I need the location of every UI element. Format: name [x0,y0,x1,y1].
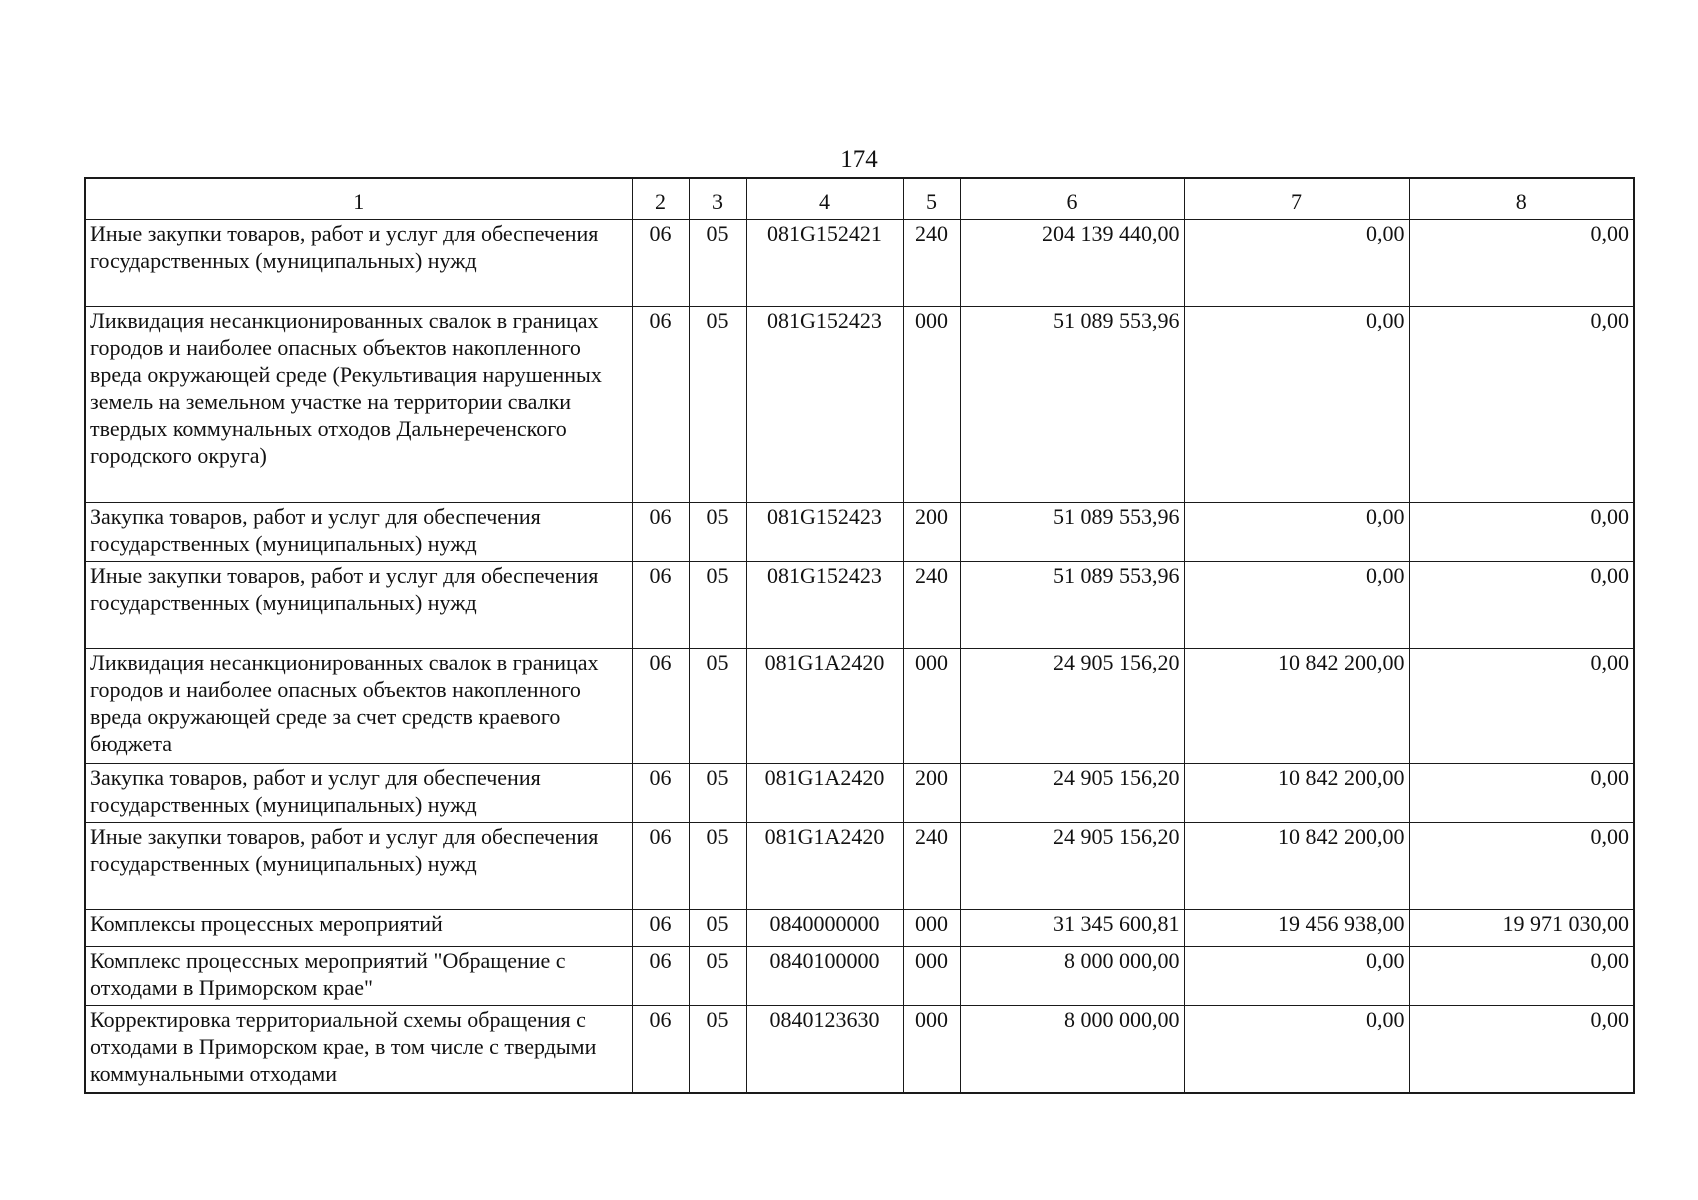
row-name: Комплексы процессных мероприятий [85,910,632,947]
row-amount-col6: 51 089 553,96 [960,503,1184,562]
row-section: 06 [632,649,689,764]
row-subsection: 05 [689,823,746,910]
row-target-code: 081G152423 [746,307,903,503]
row-target-code: 0840123630 [746,1006,903,1093]
row-target-code: 081G1A2420 [746,764,903,823]
table-row [85,1006,1634,1093]
table-row [85,947,1634,1006]
row-amount-col7: 0,00 [1184,562,1409,649]
row-amount-col8: 0,00 [1409,764,1634,823]
column-header: 8 [1409,178,1634,220]
budget-table [84,177,1635,1094]
row-name: Ликвидация несанкционированных свалок в границах городов и наиболее опасных объектов накопленного вреда окружающей среде (Рекультивация нарушенных земель на земельном участке на территории свалки твердых коммунальных отходов Дальнереченского городского округа) [85,307,632,503]
row-name: Закупка товаров, работ и услуг для обеспечения государственных (муниципальных) нужд [85,764,632,823]
row-target-code: 081G1A2420 [746,823,903,910]
table-row [85,823,1634,910]
column-header: 1 [85,178,632,220]
row-name: Иные закупки товаров, работ и услуг для обеспечения государственных (муниципальных) нужд [85,220,632,307]
row-amount-col6: 204 139 440,00 [960,220,1184,307]
row-section: 06 [632,307,689,503]
row-amount-col6: 51 089 553,96 [960,307,1184,503]
row-expense-type: 000 [903,947,960,1006]
row-section: 06 [632,823,689,910]
row-name: Закупка товаров, работ и услуг для обеспечения государственных (муниципальных) нужд [85,503,632,562]
table-row [85,764,1634,823]
row-subsection: 05 [689,1006,746,1093]
row-amount-col7: 0,00 [1184,503,1409,562]
row-target-code: 081G152421 [746,220,903,307]
column-header: 7 [1184,178,1409,220]
row-subsection: 05 [689,562,746,649]
row-section: 06 [632,503,689,562]
row-amount-col8: 0,00 [1409,1006,1634,1093]
row-expense-type: 200 [903,503,960,562]
row-amount-col6: 8 000 000,00 [960,947,1184,1006]
row-amount-col7: 0,00 [1184,947,1409,1006]
row-section: 06 [632,220,689,307]
row-amount-col6: 24 905 156,20 [960,823,1184,910]
row-name: Иные закупки товаров, работ и услуг для обеспечения государственных (муниципальных) нужд [85,823,632,910]
row-name: Корректировка территориальной схемы обращения с отходами в Приморском крае, в том числе с твердыми коммунальными отходами [85,1006,632,1093]
row-amount-col7: 0,00 [1184,1006,1409,1093]
row-subsection: 05 [689,649,746,764]
column-header: 5 [903,178,960,220]
row-amount-col6: 24 905 156,20 [960,649,1184,764]
row-amount-col8: 0,00 [1409,307,1634,503]
row-expense-type: 240 [903,562,960,649]
row-subsection: 05 [689,910,746,947]
row-section: 06 [632,764,689,823]
page-number: 174 [840,146,878,173]
row-subsection: 05 [689,947,746,1006]
row-amount-col8: 19 971 030,00 [1409,910,1634,947]
row-name: Иные закупки товаров, работ и услуг для обеспечения государственных (муниципальных) нужд [85,562,632,649]
row-expense-type: 200 [903,764,960,823]
table-row [85,307,1634,503]
row-amount-col8: 0,00 [1409,649,1634,764]
row-expense-type: 000 [903,1006,960,1093]
table-row [85,649,1634,764]
row-amount-col7: 0,00 [1184,220,1409,307]
row-section: 06 [632,1006,689,1093]
row-expense-type: 240 [903,220,960,307]
row-expense-type: 000 [903,649,960,764]
row-subsection: 05 [689,307,746,503]
row-target-code: 081G1A2420 [746,649,903,764]
row-amount-col8: 0,00 [1409,562,1634,649]
table-row [85,503,1634,562]
row-amount-col8: 0,00 [1409,220,1634,307]
column-header: 2 [632,178,689,220]
row-amount-col6: 51 089 553,96 [960,562,1184,649]
row-amount-col7: 10 842 200,00 [1184,764,1409,823]
row-amount-col6: 31 345 600,81 [960,910,1184,947]
row-section: 06 [632,910,689,947]
table-row [85,220,1634,307]
row-expense-type: 240 [903,823,960,910]
column-header: 3 [689,178,746,220]
row-amount-col8: 0,00 [1409,503,1634,562]
row-expense-type: 000 [903,307,960,503]
row-target-code: 081G152423 [746,562,903,649]
row-target-code: 0840000000 [746,910,903,947]
table-row [85,910,1634,947]
row-subsection: 05 [689,220,746,307]
row-target-code: 0840100000 [746,947,903,1006]
row-amount-col8: 0,00 [1409,947,1634,1006]
row-amount-col6: 24 905 156,20 [960,764,1184,823]
row-subsection: 05 [689,764,746,823]
row-section: 06 [632,947,689,1006]
row-subsection: 05 [689,503,746,562]
row-amount-col7: 10 842 200,00 [1184,649,1409,764]
column-header: 4 [746,178,903,220]
column-header: 6 [960,178,1184,220]
row-name: Комплекс процессных мероприятий "Обращение с отходами в Приморском крае" [85,947,632,1006]
row-section: 06 [632,562,689,649]
row-amount-col8: 0,00 [1409,823,1634,910]
table-row [85,562,1634,649]
row-amount-col7: 19 456 938,00 [1184,910,1409,947]
row-amount-col6: 8 000 000,00 [960,1006,1184,1093]
header-row [85,178,1634,220]
row-amount-col7: 0,00 [1184,307,1409,503]
row-target-code: 081G152423 [746,503,903,562]
row-name: Ликвидация несанкционированных свалок в границах городов и наиболее опасных объектов накопленного вреда окружающей среде за счет средств краевого бюджета [85,649,632,764]
row-expense-type: 000 [903,910,960,947]
row-amount-col7: 10 842 200,00 [1184,823,1409,910]
